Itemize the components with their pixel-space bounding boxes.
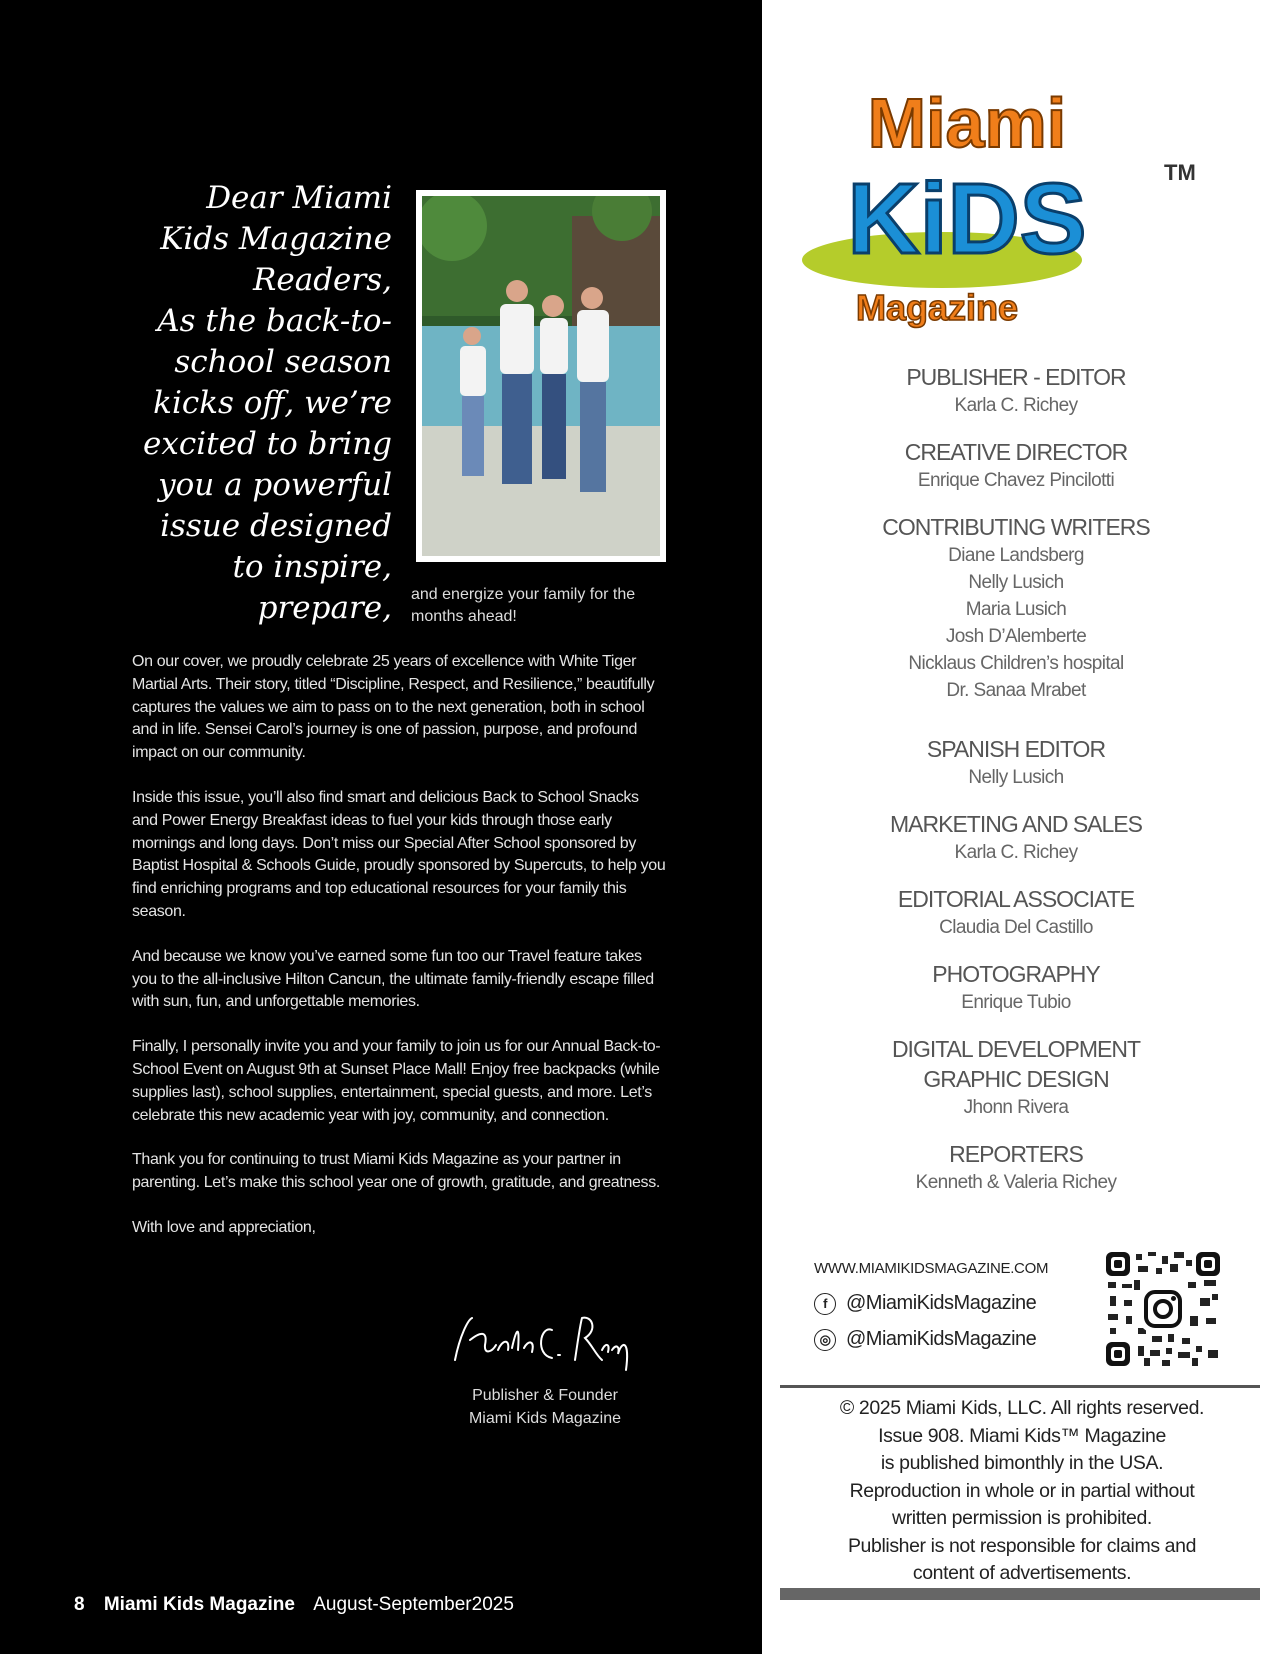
copyright-notice — [782, 1395, 1262, 1588]
letter-paragraph: And because we know you’ve earned some fun too our Travel feature takes you to the all-inclusive Hilton Cancun, the ultimate family-friendly escape filled with sun, fun, and unforgettable memories. — [132, 947, 654, 1011]
website-link[interactable]: WWW.MIAMIKIDSMAGAZINE.COM — [814, 1260, 1049, 1277]
copyright-line: Publisher is not responsible for claims and — [847, 1534, 1197, 1557]
staff-name: Jhonn Rivera — [963, 1097, 1069, 1118]
staff-group — [762, 809, 1270, 866]
heading-line: to inspire, — [232, 549, 392, 585]
heading-line: issue designed — [160, 508, 392, 544]
copyright-line: Issue 908. Miami Kids™ Magazine — [878, 1424, 1166, 1447]
logo-line-miami: Miami — [867, 84, 1067, 162]
divider-top — [780, 1385, 1260, 1388]
qr-code[interactable] — [1104, 1250, 1222, 1368]
facebook-handle: @MiamiKidsMagazine — [846, 1292, 1037, 1314]
copyright-line: Reproduction in whole or in partial without — [849, 1479, 1195, 1502]
signer-block — [420, 1384, 670, 1430]
signer-title: Publisher & Founder — [472, 1387, 618, 1404]
logo-line-magazine: Magazine — [855, 287, 1019, 328]
staff-name: Karla C. Richey — [954, 842, 1078, 863]
staff-role: REPORTERS — [949, 1141, 1083, 1167]
page-footer — [74, 1594, 514, 1616]
heading-line: As the back-to- — [157, 303, 392, 339]
copyright-line: written permission is prohibited. — [892, 1507, 1152, 1529]
staff-name: Nicklaus Children’s hospital — [908, 653, 1124, 674]
heading-line: you a powerful — [158, 467, 392, 503]
staff-role: MARKETING AND SALES — [890, 811, 1142, 837]
heading-line: Readers, — [253, 262, 392, 298]
staff-name: Maria Lusich — [965, 599, 1067, 620]
heading-line: kicks off, we’re — [153, 385, 392, 421]
staff-role: PUBLISHER - EDITOR — [906, 364, 1126, 390]
divider-bottom — [780, 1588, 1260, 1600]
copyright-line: is published bimonthly in the USA. — [880, 1452, 1164, 1474]
copyright-line: © 2025 Miami Kids, LLC. All rights reserved. — [839, 1397, 1205, 1419]
staff-name: Dr. Sanaa Mrabet — [946, 680, 1086, 701]
letter-closing: With love and appreciation, — [132, 1218, 316, 1236]
staff-name: Diane Landsberg — [948, 545, 1084, 566]
heading-line: excited to bring — [143, 426, 392, 462]
footer-magazine: Miami Kids Magazine — [103, 1594, 295, 1615]
staff-role: CREATIVE DIRECTOR — [904, 439, 1128, 465]
staff-role: DIGITAL DEVELOPMENT — [891, 1036, 1141, 1062]
handwritten-signature — [440, 1300, 640, 1380]
letter-heading — [120, 178, 392, 629]
instagram-handle: @MiamiKidsMagazine — [846, 1328, 1037, 1350]
heading-line: prepare, — [257, 590, 392, 626]
staff-name: Enrique Tubio — [961, 992, 1071, 1013]
signer-org: Miami Kids Magazine — [468, 1410, 622, 1427]
staff-group — [762, 1139, 1270, 1196]
staff-role: GRAPHIC DESIGN — [923, 1066, 1109, 1092]
facebook-link[interactable] — [814, 1292, 1074, 1315]
instagram-icon: ◎ — [814, 1329, 836, 1351]
staff-group — [762, 1034, 1270, 1121]
staff-name: Claudia Del Castillo — [939, 917, 1093, 938]
heading-line: Dear Miami — [206, 180, 392, 216]
masthead-panel — [762, 0, 1270, 1654]
staff-role: CONTRIBUTING WRITERS — [882, 514, 1150, 540]
footer-issue-date: August-September2025 — [313, 1594, 514, 1615]
letter-paragraph: Thank you for continuing to trust Miami Kids Magazine as your partner in parenting. Let’s make this school year one of growth, gratitude, and greatness. — [132, 1151, 660, 1192]
staff-role: EDITORIAL ASSOCIATE — [897, 886, 1135, 912]
staff-name: Josh D’Alemberte — [945, 626, 1087, 647]
logo-line-kids: KiDS — [847, 163, 1087, 275]
staff-name: Kenneth & Valeria Richey — [915, 1172, 1117, 1193]
heading-line: Kids Magazine — [160, 221, 392, 257]
intro-continuation: and energize your family for the months ahead! — [411, 586, 636, 625]
copyright-line: content of advertisements. — [912, 1562, 1132, 1584]
trademark-mark: TM — [1164, 160, 1196, 185]
letter-paragraph: On our cover, we proudly celebrate 25 years of excellence with White Tiger Martial Arts. Their story, titled “Discipline, Respect, and Resilience,” beautifully captures the values we aim to pass on to the next generation, both in school and in life. Sensei Carol’s journey is one of passion, purpose, and profound impact on our community. — [132, 653, 655, 762]
staff-group — [762, 512, 1270, 704]
family-photo — [416, 190, 666, 562]
staff-group — [762, 362, 1270, 419]
staff-name: Nelly Lusich — [968, 572, 1064, 593]
staff-name: Karla C. Richey — [954, 395, 1078, 416]
staff-group — [762, 959, 1270, 1016]
heading-line: school season — [174, 344, 392, 380]
staff-name: Nelly Lusich — [968, 767, 1064, 788]
staff-group — [762, 437, 1270, 494]
staff-role: SPANISH EDITOR — [926, 736, 1106, 762]
instagram-link[interactable] — [814, 1328, 1074, 1351]
miami-kids-logo — [802, 75, 1132, 340]
staff-group — [762, 884, 1270, 941]
staff-role: PHOTOGRAPHY — [932, 961, 1100, 987]
letter-paragraph: Inside this issue, you’ll also find smart and delicious Back to School Snacks and Power Energy Breakfast ideas to fuel your kids through those early mornings and long days. Don’t miss our Special After School sponsored by Baptist Hospital & Schools Guide, proudly sponsored by Supercuts, to help you find enriching programs and top educational resources for your family this season. — [132, 788, 666, 920]
page-number: 8 — [74, 1594, 85, 1615]
letter-body — [132, 651, 667, 1262]
letter-paragraph: Finally, I personally invite you and your family to join us for our Annual Back-to-School Event on August 9th at Sunset Place Mall! Enjoy free backpacks (while supplies last), school supplies, entertainment, special guests, and more. Let’s celebrate this new academic year with joy, community, and connection. — [132, 1038, 661, 1124]
staff-name: Enrique Chavez Pincilotti — [917, 470, 1115, 491]
facebook-icon: f — [814, 1293, 836, 1315]
staff-group — [762, 734, 1270, 791]
staff-credits — [762, 362, 1270, 1214]
